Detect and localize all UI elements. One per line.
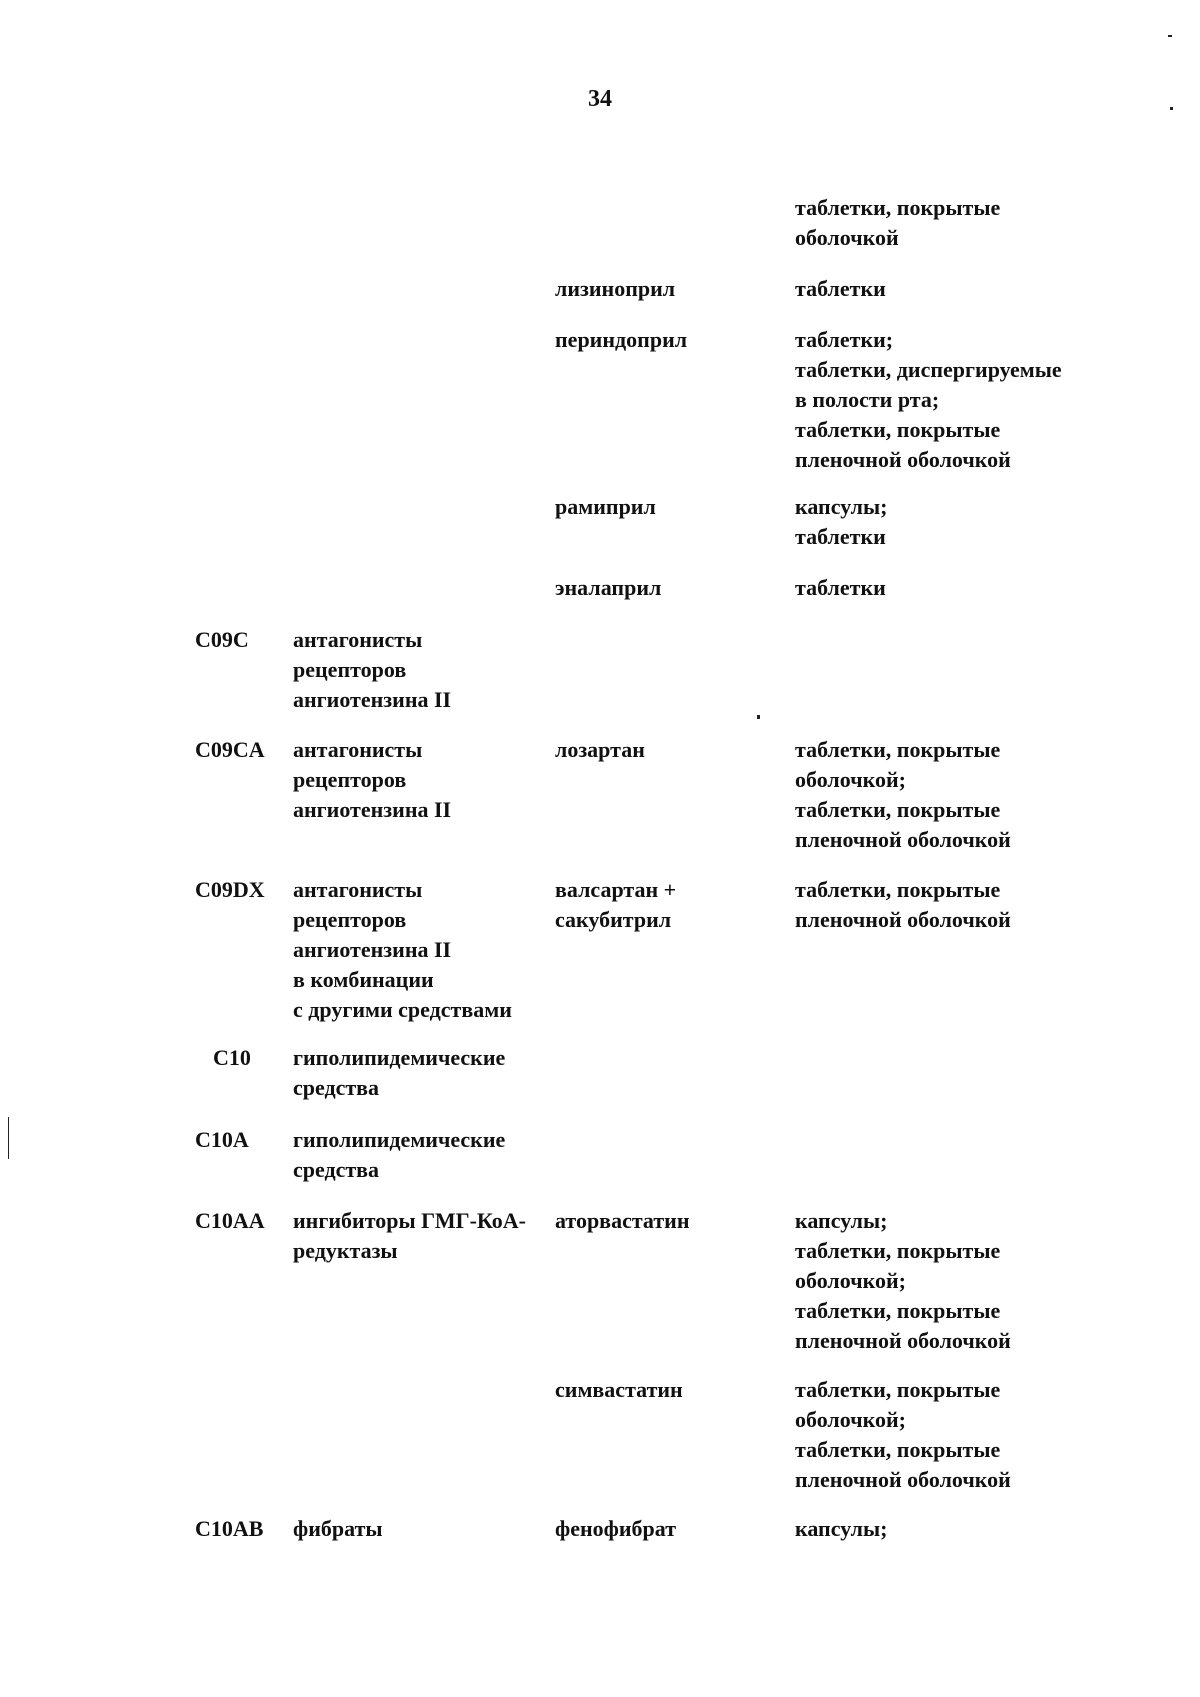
atc-code: C10AA [195, 1208, 265, 1233]
drug-name: эналаприл [555, 575, 662, 600]
page-number: 34 [588, 86, 612, 112]
dosage-form: капсулы; [795, 1516, 888, 1541]
drug-name: аторвастатин [555, 1208, 690, 1233]
atc-code: C10A [195, 1127, 249, 1152]
drug-name: симвастатин [555, 1377, 683, 1402]
dosage-form: капсулы; таблетки, покрытые оболочкой; таблетки, покрытые пленочной оболочкой [795, 1208, 1011, 1353]
drug-name: рамиприл [555, 494, 656, 519]
dosage-form: таблетки [795, 575, 886, 600]
group-name: антагонисты рецепторов ангиотензина II [293, 737, 452, 822]
drug-name: валсартан + сакубитрил [555, 877, 677, 932]
group-name: ингибиторы ГМГ-КоА- редуктазы [293, 1208, 526, 1263]
dosage-form: таблетки, покрытые оболочкой [795, 195, 1001, 250]
dosage-form: таблетки [795, 276, 886, 301]
drug-name: периндоприл [555, 327, 688, 352]
dosage-form: капсулы; таблетки [795, 494, 888, 549]
drug-name: фенофибрат [555, 1516, 677, 1541]
atc-code: C09DX [195, 877, 265, 902]
dosage-form: таблетки, покрытые пленочной оболочкой [795, 877, 1011, 932]
scan-speck [1168, 35, 1172, 37]
scan-speck [757, 715, 760, 719]
group-name: гиполипидемические средства [293, 1045, 506, 1100]
atc-code: C10 [213, 1045, 251, 1070]
group-name: антагонисты рецепторов ангиотензина II в комбинации с другими средствами [293, 877, 512, 1022]
group-name: фибраты [293, 1516, 383, 1541]
dosage-form: таблетки, покрытые оболочкой; таблетки, покрытые пленочной оболочкой [795, 737, 1011, 852]
dosage-form: таблетки, покрытые оболочкой; таблетки, покрытые пленочной оболочкой [795, 1377, 1011, 1492]
drug-name: лозартан [555, 737, 645, 762]
group-name: гиполипидемические средства [293, 1127, 506, 1182]
scan-speck [1170, 107, 1173, 110]
atc-code: C09CA [195, 737, 265, 762]
atc-code: C09C [195, 627, 249, 652]
dosage-form: таблетки; таблетки, диспергируемые в полости рта; таблетки, покрытые пленочной оболочкой [795, 327, 1062, 472]
atc-code: C10AB [195, 1516, 264, 1541]
drug-name: лизиноприл [555, 276, 676, 301]
scan-edge-line [8, 1117, 9, 1159]
group-name: антагонисты рецепторов ангиотензина II [293, 627, 452, 712]
